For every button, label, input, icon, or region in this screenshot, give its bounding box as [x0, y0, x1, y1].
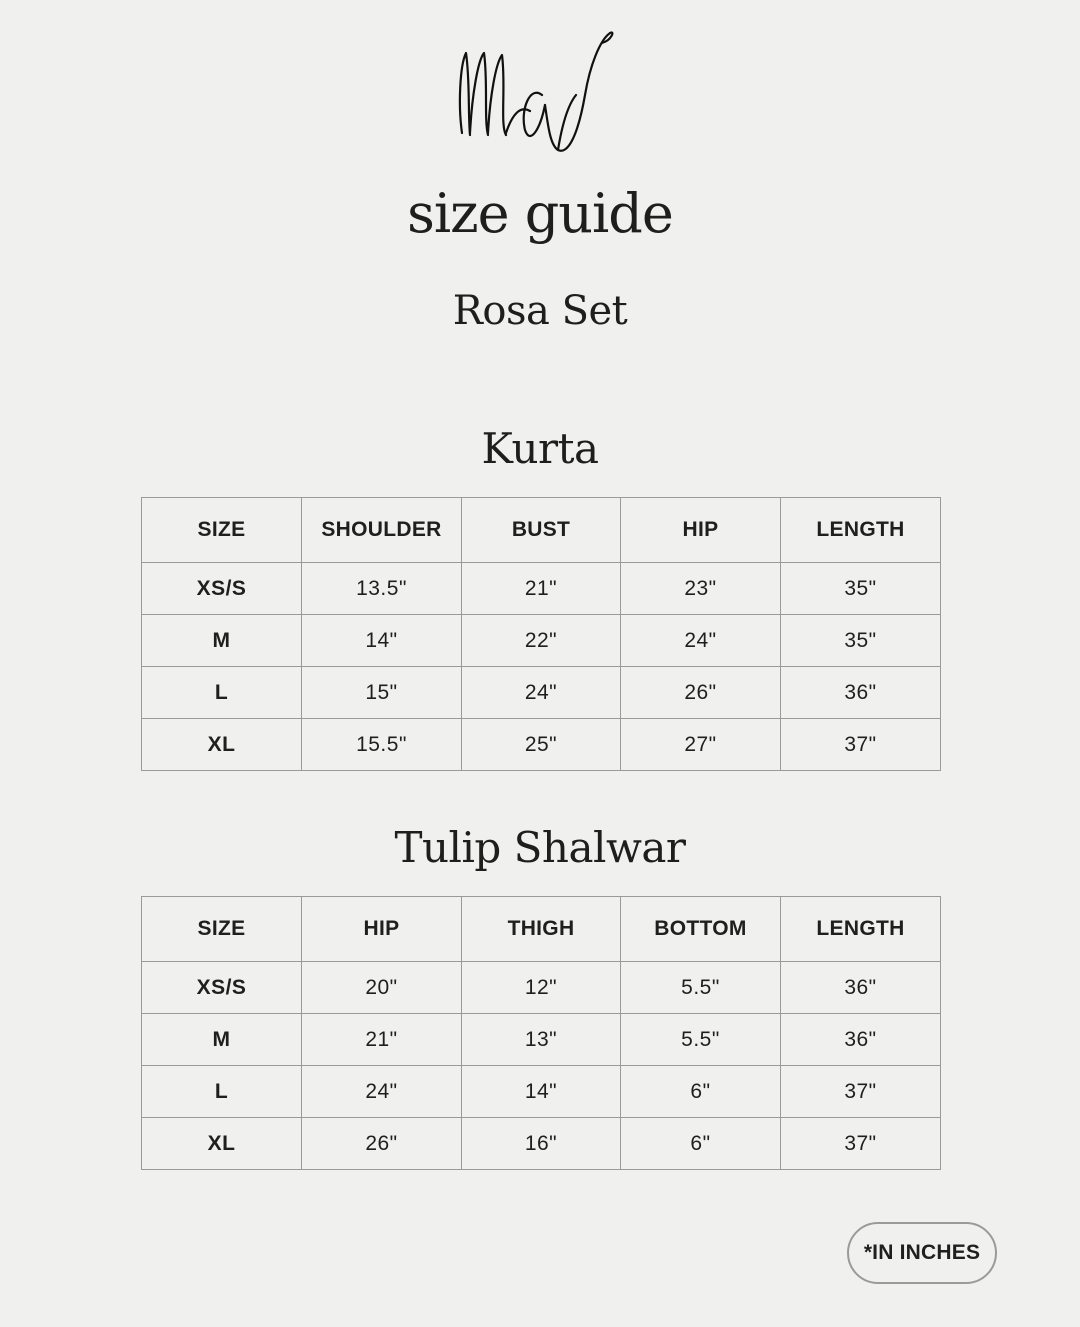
column-header-bust: BUST [462, 498, 621, 563]
column-header-size: SIZE [142, 897, 302, 962]
column-header-thigh: THIGH [462, 897, 621, 962]
table-cell: 37" [781, 1066, 941, 1118]
kurta-size-table [141, 497, 941, 771]
table-row [142, 1118, 941, 1170]
size-cell: L [142, 667, 302, 719]
table-cell: 16" [462, 1118, 621, 1170]
kurta-section-title: Kurta [481, 424, 599, 473]
table-cell: 35" [781, 563, 941, 615]
table-cell: 21" [462, 563, 621, 615]
column-header-hip: HIP [302, 897, 462, 962]
table-cell: 5.5" [621, 1014, 781, 1066]
table-cell: 25" [462, 719, 621, 771]
table-row [142, 667, 941, 719]
table-cell: 6" [621, 1066, 781, 1118]
table-row [142, 1014, 941, 1066]
table-header-row [142, 897, 941, 962]
column-header-length: LENGTH [781, 498, 941, 563]
page-title: size guide [407, 182, 673, 245]
size-cell: XS/S [142, 962, 302, 1014]
table-row [142, 1066, 941, 1118]
table-cell: 35" [781, 615, 941, 667]
size-cell: XL [142, 719, 302, 771]
table-cell: 15" [302, 667, 462, 719]
table-cell: 24" [462, 667, 621, 719]
table-cell: 36" [781, 962, 941, 1014]
table-cell: 13" [462, 1014, 621, 1066]
table-cell: 36" [781, 1014, 941, 1066]
table-cell: 14" [462, 1066, 621, 1118]
set-title: Rosa Set [452, 288, 628, 334]
table-cell: 20" [302, 962, 462, 1014]
column-header-length: LENGTH [781, 897, 941, 962]
table-cell: 12" [462, 962, 621, 1014]
table-row [142, 563, 941, 615]
table-cell: 13.5" [302, 563, 462, 615]
table-cell: 37" [781, 719, 941, 771]
table-cell: 21" [302, 1014, 462, 1066]
table-header-row [142, 498, 941, 563]
brand-logo [450, 25, 620, 165]
table-cell: 22" [462, 615, 621, 667]
table-row [142, 719, 941, 771]
column-header-size: SIZE [142, 498, 302, 563]
table-row [142, 962, 941, 1014]
table-cell: 37" [781, 1118, 941, 1170]
size-cell: XL [142, 1118, 302, 1170]
shalwar-size-table [141, 896, 941, 1170]
size-cell: L [142, 1066, 302, 1118]
size-cell: XS/S [142, 563, 302, 615]
table-cell: 36" [781, 667, 941, 719]
table-cell: 24" [621, 615, 781, 667]
size-cell: M [142, 615, 302, 667]
column-header-shoulder: SHOULDER [302, 498, 462, 563]
table-cell: 15.5" [302, 719, 462, 771]
table-cell: 6" [621, 1118, 781, 1170]
table-cell: 26" [621, 667, 781, 719]
column-header-hip: HIP [621, 498, 781, 563]
table-cell: 5.5" [621, 962, 781, 1014]
shalwar-section-title: Tulip Shalwar [394, 823, 686, 872]
size-cell: M [142, 1014, 302, 1066]
table-cell: 23" [621, 563, 781, 615]
table-cell: 26" [302, 1118, 462, 1170]
table-cell: 27" [621, 719, 781, 771]
table-row [142, 615, 941, 667]
table-cell: 24" [302, 1066, 462, 1118]
table-cell: 14" [302, 615, 462, 667]
column-header-bottom: BOTTOM [621, 897, 781, 962]
unit-note-badge: *IN INCHES [847, 1222, 997, 1284]
